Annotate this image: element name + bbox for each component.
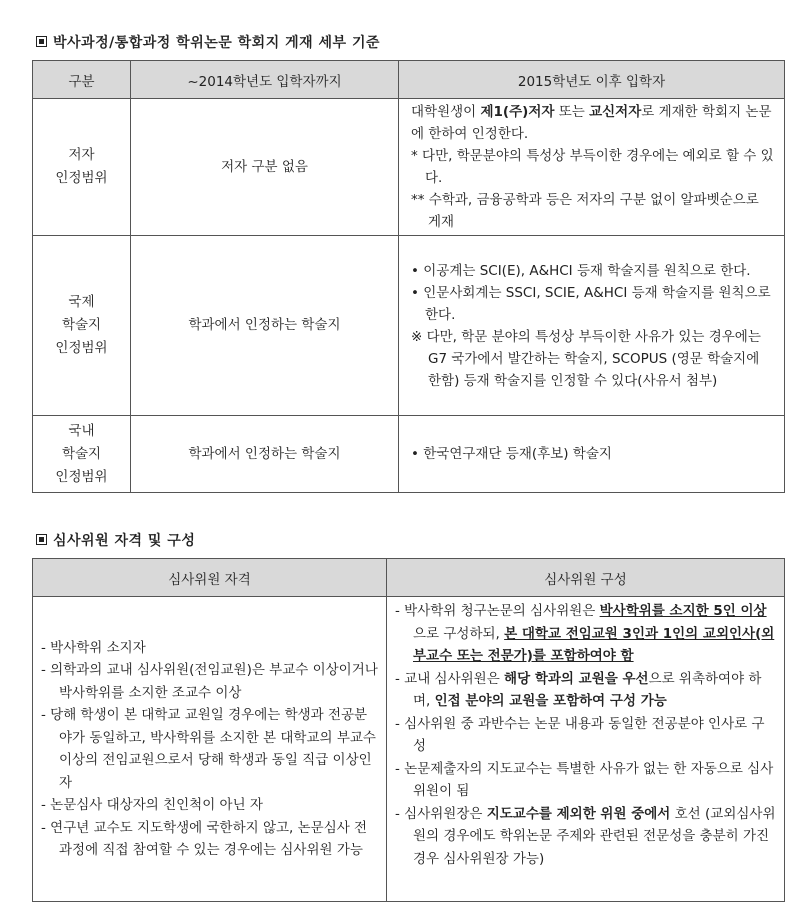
committee-table	[32, 558, 785, 902]
before-2014-cell: 학과에서 인정하는 학술지	[131, 416, 399, 493]
header-after-2015: 2015학년도 이후 입학자	[399, 61, 785, 99]
table-row	[33, 416, 785, 493]
row-label: 국제 학술지 인정범위	[33, 236, 131, 416]
section1-title: 박사과정/통합과정 학위논문 학회지 게재 세부 기준	[36, 32, 380, 52]
composition-cell: - 박사학위 청구논문의 심사위원은 박사학위를 소지한 5인 이상으로 구성하되, 본 대학교 전임교원 3인과 1인의 교외인사(외부교수 또는 전문가)를 포함하여야 함 - 교내 심사위원은 해당 학과의 교원을 우선으로 위촉하여야 하며, 인접 분야의 교원을 포함하여 구성 가능 - 심사위원 중 과반수는 논문 내용과 동일한 전공분야 인사로 구성 - 논문제출자의 지도교수는 특별한 사유가 없는 한 자동으로 심사위원이 됨 - 심사위원장은 지도교수를 제외한 위원 중에서 호선 (교외심사위원의 경우에도 학위논문 주제와 관련된 전문성을 충분히 가진 경우 심사위원장 가능)	[387, 597, 785, 902]
square-bullet-icon	[36, 534, 47, 545]
header-category: 구분	[33, 61, 131, 99]
row-label: 국내 학술지 인정범위	[33, 416, 131, 493]
row-label: 저자 인정범위	[33, 99, 131, 236]
table-row	[33, 99, 785, 236]
header-composition: 심사위원 구성	[387, 559, 785, 597]
publication-criteria-table	[32, 60, 785, 493]
after-2015-cell: • 이공계는 SCI(E), A&HCI 등재 학술지를 원칙으로 한다. • 인문사회계는 SSCI, SCIE, A&HCI 등재 학술지를 원칙으로 한다. ※ 다만, 학문 분야의 특성상 부득이한 사유가 있는 경우에는 G7 국가에서 발간하는 학술지, SCOPUS (영문 학술지에 한함) 등재 학술지를 인정할 수 있다(사유서 첨부)	[399, 236, 785, 416]
qualification-cell: - 박사학위 소지자 - 의학과의 교내 심사위원(전임교원)은 부교수 이상이거나 박사학위를 소지한 조교수 이상 - 당해 학생이 본 대학교 교원일 경우에는 학생과 전공분야가 동일하고, 박사학위를 소지한 본 대학교의 부교수 이상의 전임교원으로서 당해 학생과 동일 직급 이상인 자 - 논문심사 대상자의 친인척이 아닌 자 - 연구년 교수도 지도학생에 국한하지 않고, 논문심사 전 과정에 직접 참여할 수 있는 경우에는 심사위원 가능	[33, 597, 387, 902]
after-2015-cell: 대학원생이 제1(주)저자 또는 교신저자로 게재한 학회지 논문에 한하여 인정한다. * 다만, 학문분야의 특성상 부득이한 경우에는 예외로 할 수 있다. ** 수학과, 금융공학과 등은 저자의 구분 없이 알파벳순으로 게재	[399, 99, 785, 236]
header-qualification: 심사위원 자격	[33, 559, 387, 597]
after-2015-cell: • 한국연구재단 등재(후보) 학술지	[399, 416, 785, 493]
square-bullet-icon	[36, 36, 47, 47]
table-header-row	[33, 61, 785, 99]
table-row	[33, 236, 785, 416]
table-row	[33, 597, 785, 902]
before-2014-cell: 학과에서 인정하는 학술지	[131, 236, 399, 416]
before-2014-cell: 저자 구분 없음	[131, 99, 399, 236]
section2-title: 심사위원 자격 및 구성	[36, 530, 195, 550]
table-header-row	[33, 559, 785, 597]
header-before-2014: ~2014학년도 입학자까지	[131, 61, 399, 99]
